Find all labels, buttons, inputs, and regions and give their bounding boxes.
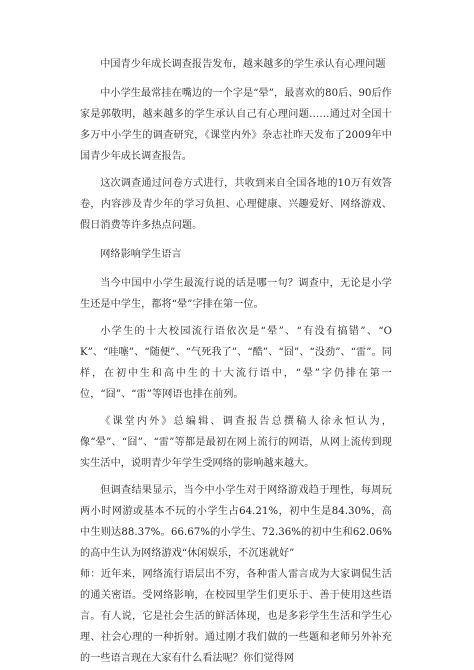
intro-paragraph-1: 中小学生最常挂在嘴边的一个字是“晕”，最喜欢的80后、90后作家是郭敬明，越来越多的学生承认自己有心理问题……通过对全国十多万中小学生的调查研究，《课堂内外》杂志社昨天发布了2009年中国青少年成长调查报告。	[80, 88, 392, 162]
section-paragraph-3: 《课堂内外》总编辑、调查报告总撰稿人徐永恒认为，像“晕”、“囧”、“雷”等都是最初在网上流行的网语，从网上流传到现实生活中，说明青少年学生受网络的影响越来越大。	[80, 416, 392, 469]
intro-paragraph-2: 这次调查通过问卷方式进行，共收到来自全国各地的10万有效答卷，内容涉及青少年的学习负担、心理健康、兴趣爱好、网络游戏、假日消费等许多热点问题。	[80, 178, 392, 231]
document-title: 中国青少年成长调查报告发布，越来越多的学生承认有心理问题	[100, 59, 386, 70]
section-heading: 网络影响学生语言	[100, 249, 182, 260]
document-page	[80, 58, 392, 669]
section-paragraph-2: 小学生的十大校园流行语依次是“晕”、“有没有搞错”、“OK”、“哇噻”、“随便”、“气死我了”、“酷”、“囧”、“没劲”、“雷”。同样，在初中生和高中生的十大流行语中，“晕”字仍排在第一位，“囧”、“雷”等网语也排在前列。	[80, 326, 392, 400]
section-paragraph-4: 但调查结果显示，当今中小学生对于网络游戏趋于理性，每周玩两小时网游或基本不玩的小学生占64.21%，初中生是84.30%，高中生则达88.37%。66.67%的小学生、72.36%的初中生和62.06%的高中生认为网络游戏“休闲娱乐，不沉迷就好”	[80, 485, 392, 559]
closing-paragraph: 师：近年来，网络流行语层出不穷，各种雷人雷言成为大家调侃生活的通关密语。受网络影响，在校园里学生们更乐于、善于使用这些语言。有人说，它是社会生活的鲜活体现，也是多彩学生生活和学生心理、社会心理的一种折射。通过刚才我们做的一些题和老师另外补充的一些语言现在大家有什么看法呢？你们觉得网	[80, 569, 392, 664]
section-paragraph-1: 当今中国中小学生最流行说的话是哪一句？调查中，无论是小学生还是中学生，都将“晕”字排在第一位。	[80, 278, 392, 310]
